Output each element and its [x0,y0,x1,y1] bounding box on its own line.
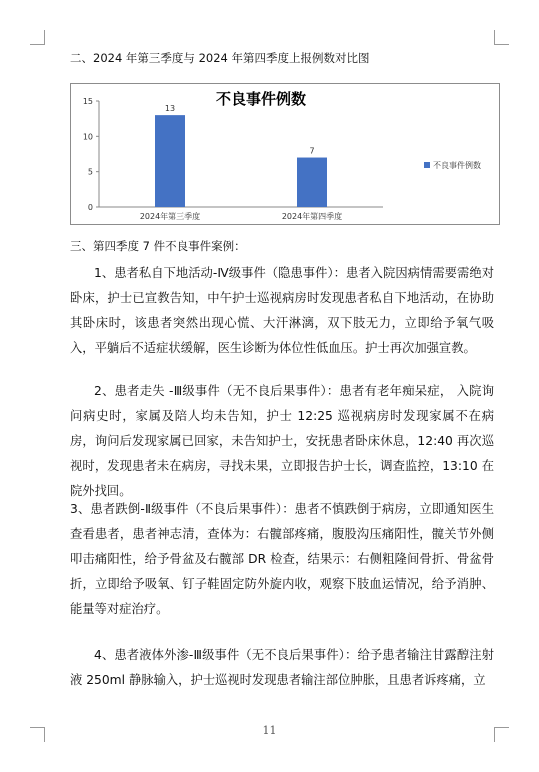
y-tick-label: 0 [87,203,93,212]
bar-chart [70,83,500,225]
legend-swatch [424,162,430,168]
crop-mark-top-left [30,30,45,45]
bar-chart-svg [71,84,501,226]
y-tick-label: 5 [87,167,93,177]
chart-title: 不良事件例数 [215,90,307,108]
x-category-label: 2024年第四季度 [281,212,343,221]
case-1-paragraph: 1、患者私自下地活动-Ⅳ级事件（隐患事件）：患者入院因病情需要需绝对卧床，护士已宣教告知，中午护士巡视病房时发现患者私自下地活动，在协助其卧床时，该患者突然出现心慌、大汗淋漓，双下肢无力，立即给予氧气吸入，平躺后不适症状缓解，医生诊断为体位性低血压。护士再次加强宣教。 [70,266,494,355]
bar-data-label: 7 [309,146,315,156]
section-2-heading: 二、2024 年第三季度与 2024 年第四季度上报例数对比图 [70,51,370,65]
case-4-paragraph: 4、患者液体外渗-Ⅲ级事件（无不良后果事件）：给予患者输注甘露醇注射液 250ml 静脉输入，护士巡视时发现患者输注部位肿胀，且患者诉疼痛，立 [70,648,494,687]
section-3-heading: 三、第四季度 7 件不良事件案例： [70,239,246,253]
x-category-label: 2024年第三季度 [139,212,201,221]
bar-2 [297,158,327,207]
y-tick-label: 10 [82,132,93,142]
y-tick-label: 15 [82,97,93,106]
case-2-paragraph: 2、患者走失 -Ⅲ级事件（无不良后果事件）：患者有老年痴呆症， 入院询问病史时，家属及陪人均未告知，护士 12:25 巡视病房时发现家属不在病房，询问后发现家属已回家，未告知护士，安抚患者卧床休息，12:40 再次巡视时，发现患者未在病房，寻找未果，立即报告护士长，调查监控，13:10 在院外找回。 [70,384,494,498]
crop-mark-top-right [494,30,509,45]
case-3-paragraph: 3、患者跌倒-Ⅱ级事件（不良后果事件）：患者不慎跌倒于病房，立即通知医生查看患者，患者神志清，查体为：右髋部疼痛，腹股沟压痛阳性，髋关节外侧叩击痛阳性，给予骨盆及右髋部 DR 检查，结果示：右侧粗隆间骨折、骨盆骨折，立即给予吸氧、钉子鞋固定防外旋内收，观察下肢血运情况，给予消肿、能量等对症治疗。 [70,502,494,616]
bar-data-label: 13 [164,104,176,114]
page-number: 11 [262,724,277,737]
legend-label: 不良事件例数 [433,161,481,170]
bar-1 [155,115,185,207]
